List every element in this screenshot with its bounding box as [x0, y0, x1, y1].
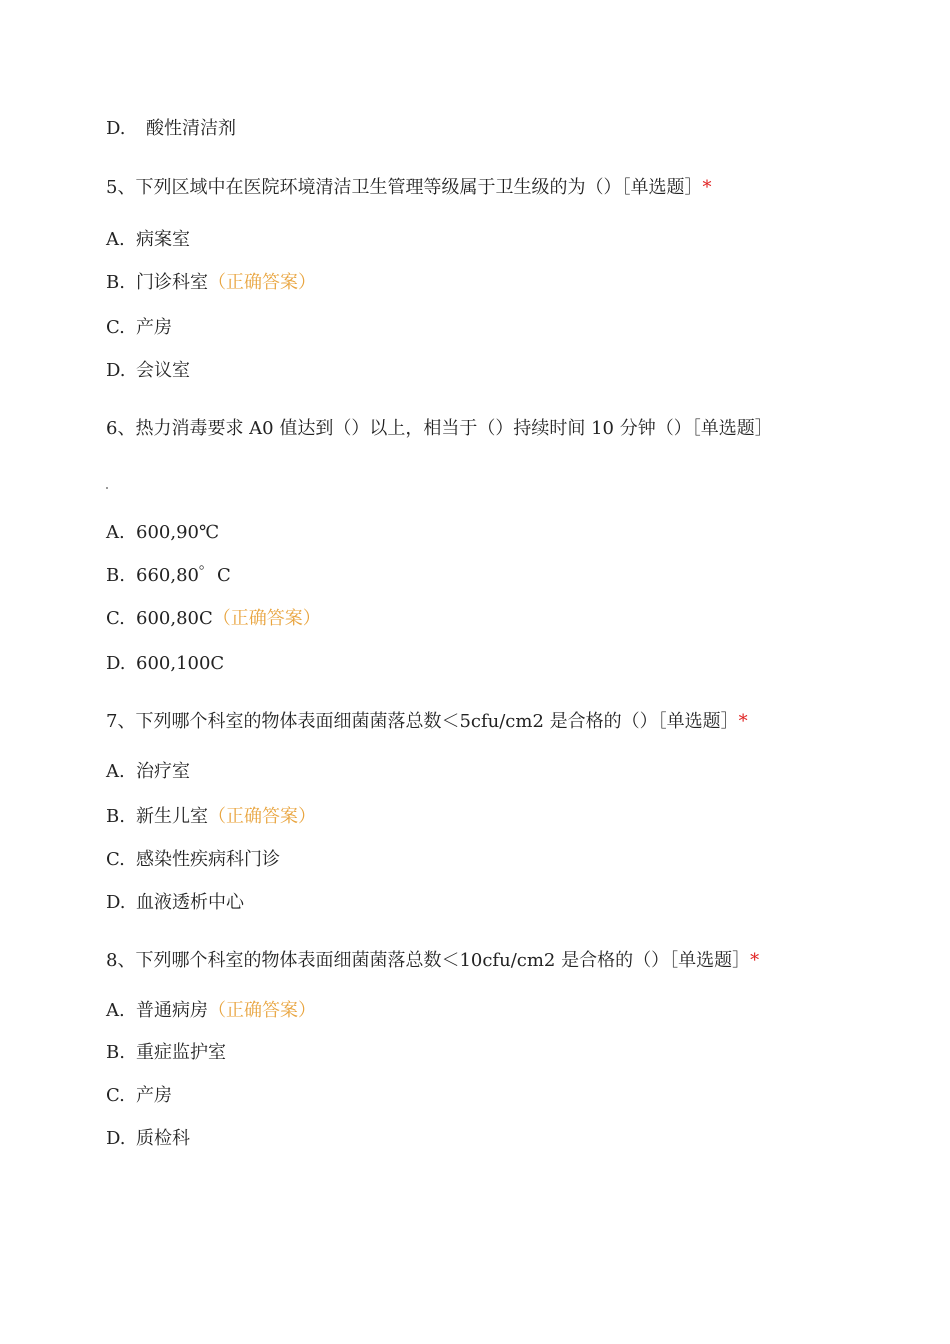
option-text: 酸性清洁剂 [146, 118, 236, 139]
option-text: 质检科 [136, 1128, 190, 1149]
option-text: 普通病房 [136, 1000, 208, 1021]
q5-question [106, 176, 711, 200]
q6-question [106, 417, 848, 441]
option-letter: D. [106, 653, 126, 674]
q8-option-b [106, 1041, 226, 1065]
q7-option-c [106, 848, 280, 872]
q8-option-a [106, 999, 316, 1023]
option-text: 600,80C [136, 608, 213, 629]
option-text: 新生儿室 [136, 806, 208, 827]
option-text: 产房 [136, 317, 172, 338]
option-text: 血液透析中心 [136, 892, 244, 913]
option-letter: A. [106, 522, 125, 543]
option-letter: C. [106, 1085, 125, 1106]
q6-option-c [106, 607, 321, 631]
option-letter: B. [106, 565, 125, 586]
option-letter: B. [106, 806, 125, 827]
option-letter: A. [106, 229, 125, 250]
q7-option-b [106, 805, 316, 829]
q7-question [106, 710, 748, 734]
question-text: 6、热力消毒要求 A0 值达到（）以上，相当于（）持续时间 10 分钟（）［单选题］ [106, 418, 773, 439]
q5-option-d [106, 359, 190, 383]
option-letter: C. [106, 849, 125, 870]
q5-option-b [106, 271, 316, 295]
option-text: 600,100C [136, 653, 225, 674]
q5-option-a [106, 228, 190, 252]
correct-answer-tag: （正确答案） [208, 272, 316, 293]
question-text: 5、下列区域中在医院环境清洁卫生管理等级属于卫生级的为（）［单选题］ [106, 177, 703, 198]
option-letter: C. [106, 608, 125, 629]
option-letter: B. [106, 1042, 125, 1063]
option-letter: D. [106, 118, 126, 139]
q8-question [106, 949, 759, 973]
option-text: 治疗室 [136, 761, 190, 782]
option-text: 会议室 [136, 360, 190, 381]
required-marker: * [702, 177, 712, 198]
option-letter: D. [106, 1128, 126, 1149]
option-letter: A. [106, 1000, 125, 1021]
q6-option-d [106, 652, 224, 676]
option-text: 产房 [136, 1085, 172, 1106]
q4-option-d [106, 117, 236, 141]
correct-answer-tag: （正确答案） [212, 608, 321, 629]
stray-dot [106, 487, 108, 489]
q8-option-c [106, 1084, 172, 1108]
required-marker: * [750, 950, 760, 971]
question-text: 8、下列哪个科室的物体表面细菌菌落总数＜10cfu/cm2 是合格的（）［单选题］ [106, 950, 751, 971]
option-letter: D. [106, 892, 126, 913]
option-text: 门诊科室 [136, 272, 208, 293]
option-text: 600,90℃ [136, 522, 220, 543]
option-text: 病案室 [136, 229, 190, 250]
q5-option-c [106, 316, 172, 340]
correct-answer-tag: （正确答案） [208, 1000, 316, 1021]
question-text: 7、下列哪个科室的物体表面细菌菌落总数＜5cfu/cm2 是合格的（）［单选题］ [106, 711, 739, 732]
option-letter: D. [106, 360, 126, 381]
option-text: 重症监护室 [136, 1042, 226, 1063]
option-text: 感染性疾病科门诊 [136, 849, 280, 870]
option-text: 660,80゜C [136, 565, 231, 586]
option-letter: A. [106, 761, 125, 782]
q7-option-d [106, 891, 244, 915]
correct-answer-tag: （正确答案） [208, 806, 316, 827]
q7-option-a [106, 760, 190, 784]
option-letter: B. [106, 272, 125, 293]
q6-option-a [106, 521, 219, 545]
option-letter: C. [106, 317, 125, 338]
required-marker: * [738, 711, 748, 732]
q8-option-d [106, 1127, 190, 1151]
q6-option-b [106, 564, 231, 588]
